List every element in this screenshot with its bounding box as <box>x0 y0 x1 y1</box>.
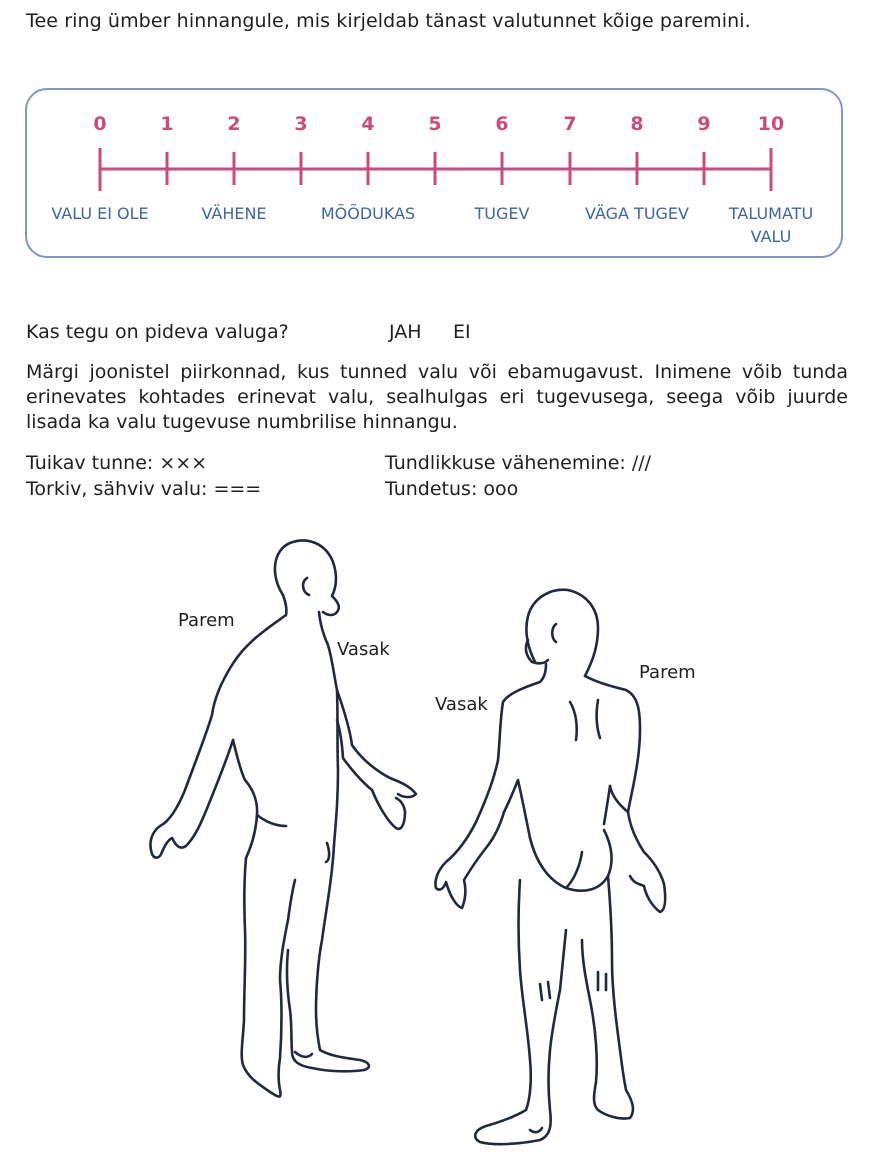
scale-number-10[interactable]: 10 <box>757 113 785 135</box>
scale-number-8[interactable]: 8 <box>630 113 644 135</box>
scale-number-7[interactable]: 7 <box>563 113 577 135</box>
legend-tingling: Tundetus: ooo <box>385 478 519 500</box>
front-figure-left-label: Vasak <box>337 639 390 660</box>
scale-number-1[interactable]: 1 <box>160 113 174 135</box>
scale-label-moderate: MÕÕDUKAS <box>320 204 416 223</box>
constant-pain-question: Kas tegu on pideva valuga? <box>26 321 289 343</box>
scale-number-9[interactable]: 9 <box>697 113 711 135</box>
answer-yes[interactable]: JAH <box>389 321 422 343</box>
scale-label-unbearable-line2: VALU <box>750 227 792 246</box>
instructions-paragraph: Märgi joonistel piirkonnad, kus tunned valu või ebamugavust. Inimene võib tunda erinevates kohtades erinevat valu, sealhulgas eri tugevusega, seega võib juurde lisada ka valu tugevuse numbrilise hinnangu. <box>26 361 848 433</box>
legend-stabbing: Torkiv, sähviv valu: === <box>26 478 262 500</box>
scale-number-5[interactable]: 5 <box>428 113 442 135</box>
scale-label-very-strong: VÄGA TUGEV <box>585 204 689 223</box>
scale-label-strong: TUGEV <box>474 204 530 223</box>
front-figure-right-label: Parem <box>178 610 235 631</box>
scale-number-3[interactable]: 3 <box>294 113 308 135</box>
human-body-back-icon <box>435 590 665 1144</box>
scale-label-mild: VÄHENE <box>201 204 267 223</box>
legend-throbbing: Tuikav tunne: ××× <box>26 452 208 474</box>
scale-number-4[interactable]: 4 <box>361 113 375 135</box>
scale-label-no-pain: VALU EI OLE <box>51 204 149 223</box>
scale-number-0[interactable]: 0 <box>93 113 107 135</box>
answer-no[interactable]: EI <box>453 321 471 343</box>
legend-numbness: Tundlikkuse vähenemine: /// <box>385 452 652 474</box>
scale-label-unbearable-line1: TALUMATU <box>728 204 814 223</box>
back-figure-left-label: Vasak <box>435 694 488 715</box>
back-figure-right-label: Parem <box>639 662 696 683</box>
instruction-text: Tee ring ümber hinnangule, mis kirjeldab tänast valutunnet kõige paremini. <box>26 10 751 32</box>
scale-number-2[interactable]: 2 <box>227 113 241 135</box>
scale-number-6[interactable]: 6 <box>495 113 509 135</box>
